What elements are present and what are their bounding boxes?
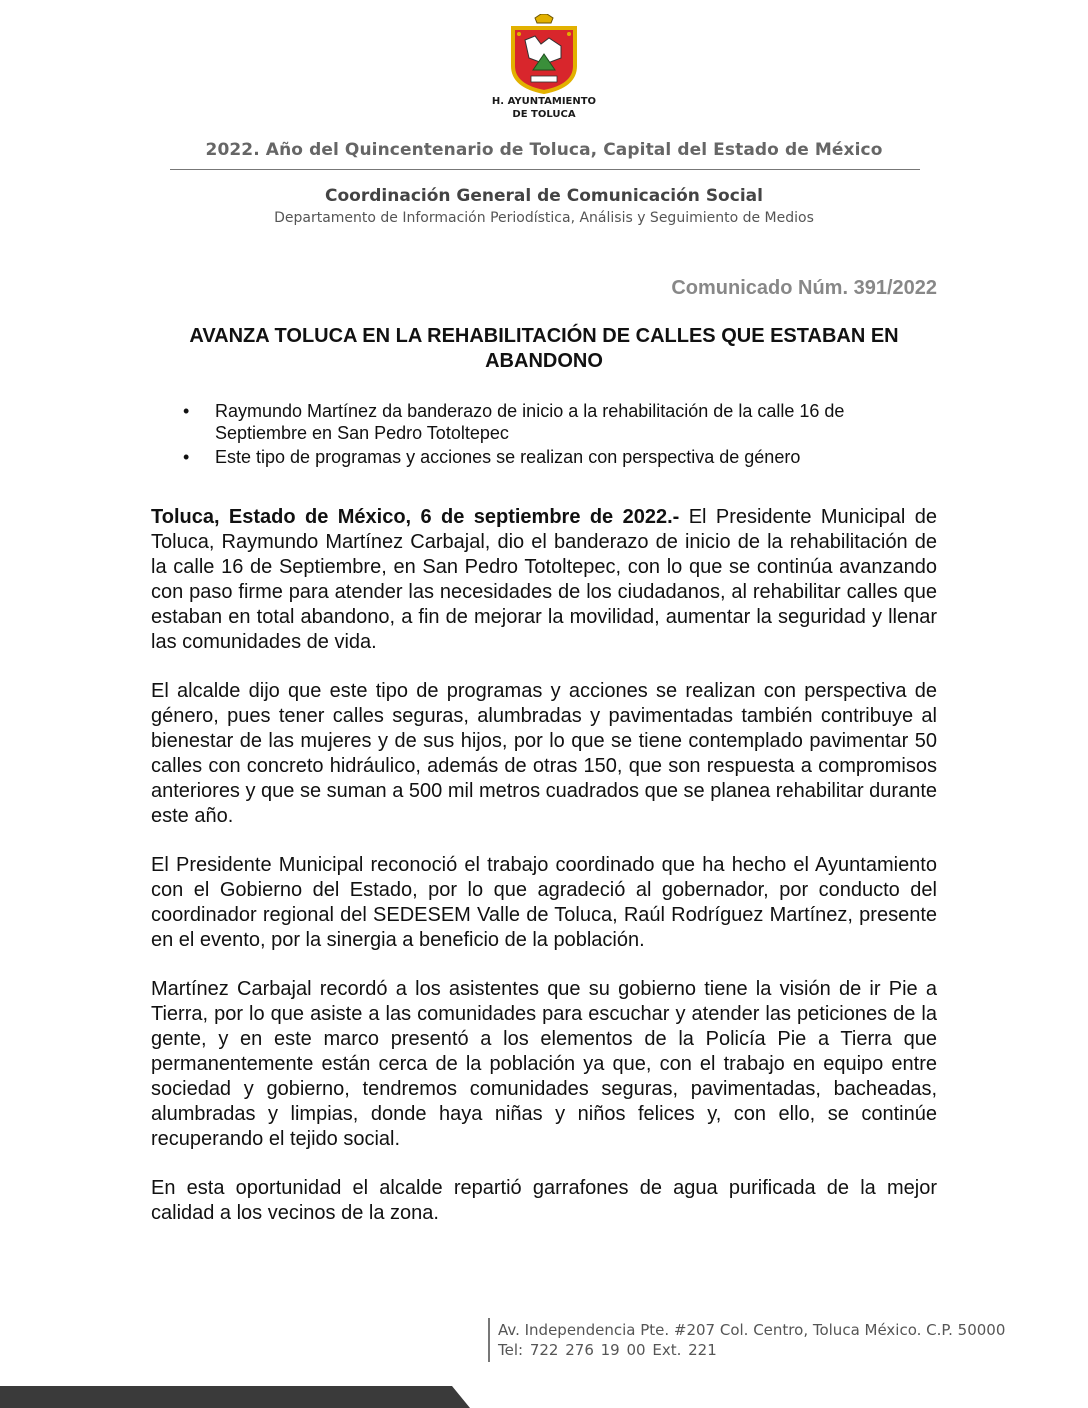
- bullet-text: Raymundo Martínez da banderazo de inicio a la rehabilitación de la calle 16 de Septiembre en San Pedro Totoltepec: [215, 401, 845, 443]
- paragraph-1-text: El Presidente Municipal de Toluca, Raymundo Martínez Carbajal, dio el banderazo de inicio de la rehabilitación de la calle 16 de Septiembre, en San Pedro Totoltepec, con lo que se continúa avanzando con paso firme para atender las necesidades de los ciudadanos, al rehabilitar calles que estaban en total abandono, a fin de mejorar la movilidad, aumentar la seguridad y llenar las comunidades de vida.: [151, 506, 938, 653]
- press-release-number: Comunicado Núm. 391/2022: [671, 277, 937, 299]
- logo-caption-line1: H. AYUNTAMIENTO: [491, 96, 597, 107]
- logo-caption-line2: DE TOLUCA: [512, 109, 576, 120]
- department-subtitle: Departamento de Información Periodística, Análisis y Seguimiento de Medios: [274, 210, 814, 226]
- paragraph-3: El Presidente Municipal reconoció el trabajo coordinado que ha hecho el Ayuntamiento con el Gobierno del Estado, por lo que agradeció al gobernador, por conducto del coordinador regional del SEDESEM Valle de Toluca, Raúl Rodríguez Martínez, presente en el evento, por la sinergia a beneficio de la población.: [151, 854, 937, 951]
- article-body: [151, 505, 937, 1250]
- headline: AVANZA TOLUCA EN LA REHABILITACIÓN DE CALLES QUE ESTABAN EN ABANDONO: [189, 325, 899, 372]
- year-motto: 2022. Año del Quincentenario de Toluca, Capital del Estado de México: [205, 140, 883, 160]
- bullet-list: [183, 400, 903, 470]
- bullet-icon: •: [183, 447, 190, 467]
- department-title: Coordinación General de Comunicación Social: [325, 186, 763, 206]
- footer-address: Av. Independencia Pte. #207 Col. Centro, Toluca México. C.P. 50000: [498, 1321, 1006, 1339]
- paragraph-1: [151, 505, 937, 655]
- coat-of-arms-icon: [505, 14, 583, 94]
- footer-divider: [488, 1318, 490, 1362]
- paragraph-2: El alcalde dijo que este tipo de programas y acciones se realizan con perspectiva de género, pues tener calles seguras, alumbradas y pavimentadas también contribuye al bienestar de las mujeres y de sus hijos, por lo que se tiene contemplado pavimentar 50 calles con concreto hidráulico, además de otras 150, que son respuesta a compromisos anteriores y que se suman a 500 mil metros cuadrados que se planea rehabilitar durante este año.: [151, 680, 938, 827]
- bullet-item: [183, 400, 903, 444]
- dateline: Toluca, Estado de México, 6 de septiembre de 2022.-: [151, 506, 680, 528]
- bullet-icon: •: [183, 401, 190, 421]
- footer-phone: Tel: 722 276 19 00 Ext. 221: [498, 1341, 717, 1359]
- footer-stripe: [0, 1386, 470, 1408]
- bullet-item: [183, 446, 903, 468]
- paragraph-4: Martínez Carbajal recordó a los asistentes que su gobierno tiene la visión de ir Pie a Tierra, por lo que asiste a las comunidades para escuchar y atender las peticiones de la gente, y en este marco presentó a los elementos de la Policía Pie a Tierra que permanentemente están cerca de la población ya que, con el trabajo en equipo entre sociedad y gobierno, tendremos comunidades seguras, pavimentadas, bacheadas, alumbradas y limpias, donde haya niñas y niños felices y, con ello, se continúe recuperando el tejido social.: [151, 978, 937, 1150]
- bullet-text: Este tipo de programas y acciones se realizan con perspectiva de género: [215, 447, 801, 467]
- municipal-logo: [480, 14, 608, 120]
- paragraph-5: En esta oportunidad el alcalde repartió garrafones de agua purificada de la mejor calidad a los vecinos de la zona.: [151, 1177, 937, 1224]
- header-divider: [170, 169, 920, 170]
